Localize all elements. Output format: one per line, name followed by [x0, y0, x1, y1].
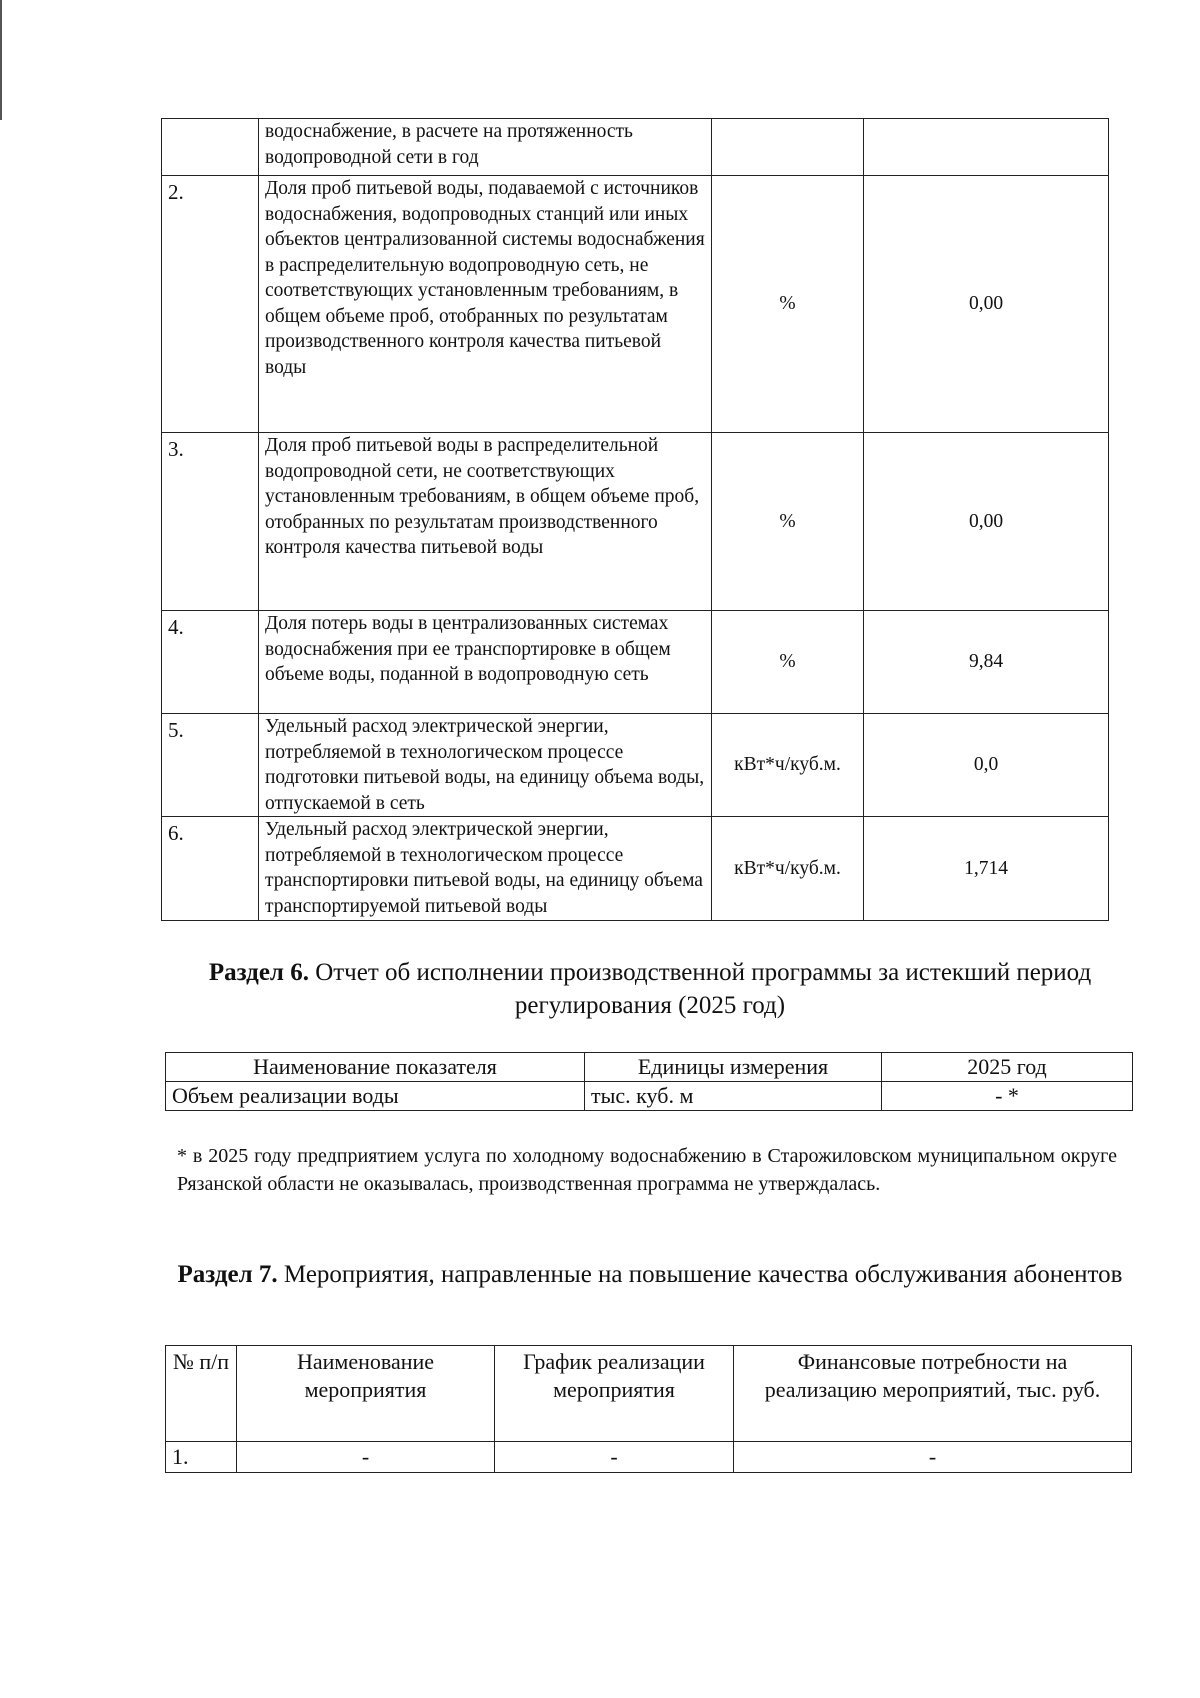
column-header: № п/п: [166, 1346, 237, 1442]
indicator-name: Доля проб питьевой воды в распределительной водопроводной сети, не соответствующих установленным требованиям, в общем объеме проб, отобранных по результатам производственного контроля качества питьевой воды: [259, 433, 712, 611]
indicator-unit: тыс. куб. м: [585, 1082, 882, 1111]
indicator-unit: %: [712, 176, 864, 433]
column-header: 2025 год: [882, 1053, 1133, 1082]
table-header-row: [166, 1053, 1133, 1082]
table-row: [166, 1082, 1133, 1111]
section-6-label: Раздел 6.: [208, 959, 309, 986]
row-number: [162, 119, 259, 176]
table-row: [162, 611, 1109, 714]
row-number: 2.: [162, 176, 259, 433]
indicator-name: Доля потерь воды в централизованных системах водоснабжения при ее транспортировке в общем объеме воды, поданной в водопроводную сеть: [259, 611, 712, 714]
row-number: 6.: [162, 817, 259, 921]
section-7-heading: [170, 1258, 1130, 1291]
indicator-unit: %: [712, 433, 864, 611]
table-row: [162, 119, 1109, 176]
footnote: * в 2025 году предприятием услуга по холодному водоснабжению в Старожиловском муниципальном округе Рязанской области не оказывалась, производственная программа не утверждалась.: [177, 1145, 1117, 1195]
row-number: 3.: [162, 433, 259, 611]
indicator-value: 9,84: [864, 611, 1109, 714]
indicator-value: 0,00: [864, 433, 1109, 611]
row-number: 4.: [162, 611, 259, 714]
indicator-name: Удельный расход электрической энергии, потребляемой в технологическом процессе подготовки питьевой воды, на единицу объема воды, отпускаемой в сеть: [259, 714, 712, 817]
indicator-value: 0,0: [864, 714, 1109, 817]
indicator-unit: %: [712, 611, 864, 714]
column-header: Финансовые потребности на реализацию мероприятий, тыс. руб.: [734, 1346, 1132, 1442]
indicator-name: Удельный расход электрической энергии, потребляемой в технологическом процессе транспортировки питьевой воды, на единицу объема транспортируемой питьевой воды: [259, 817, 712, 921]
indicator-name: водоснабжение, в расчете на протяженность водопроводной сети в год: [259, 119, 712, 176]
indicator-unit: кВт*ч/куб.м.: [712, 714, 864, 817]
table-row: [162, 817, 1109, 921]
table-row: [162, 176, 1109, 433]
measure-name: -: [237, 1442, 495, 1473]
table-row: [162, 433, 1109, 611]
indicator-name: Объем реализации воды: [166, 1082, 585, 1111]
column-header: Единицы измерения: [585, 1053, 882, 1082]
indicator-value: 1,714: [864, 817, 1109, 921]
measure-schedule: -: [495, 1442, 734, 1473]
scan-edge-line: [0, 0, 2, 120]
indicator-value: [864, 119, 1109, 176]
indicator-unit: [712, 119, 864, 176]
program-report-table: [165, 1052, 1133, 1111]
table-row: [166, 1442, 1132, 1473]
indicator-value: - *: [882, 1082, 1133, 1111]
column-header: Наименование мероприятия: [237, 1346, 495, 1442]
measures-table: [165, 1345, 1132, 1473]
measure-financing: -: [734, 1442, 1132, 1473]
column-header: График реализации мероприятия: [495, 1346, 734, 1442]
section-6-heading: [180, 956, 1120, 1022]
section-7-title: Мероприятия, направленные на повышение качества обслуживания абонентов: [277, 1261, 1123, 1288]
indicator-unit: кВт*ч/куб.м.: [712, 817, 864, 921]
row-number: 1.: [166, 1442, 237, 1473]
column-header: Наименование показателя: [166, 1053, 585, 1082]
section-6-title: Отчет об исполнении производственной программы за истекший период регулирования (2025 год): [308, 959, 1092, 1019]
table-row: [162, 714, 1109, 817]
indicator-value: 0,00: [864, 176, 1109, 433]
table-header-row: [166, 1346, 1132, 1442]
section-7-label: Раздел 7.: [177, 1261, 278, 1288]
indicators-table: [161, 118, 1109, 921]
indicator-name: Доля проб питьевой воды, подаваемой с источников водоснабжения, водопроводных станций или иных объектов централизованной системы водоснабжения в распределительную водопроводную сеть, не соответствующих установленным требованиям, в общем объеме проб, отобранных по результатам производственного контроля качества питьевой воды: [259, 176, 712, 433]
row-number: 5.: [162, 714, 259, 817]
